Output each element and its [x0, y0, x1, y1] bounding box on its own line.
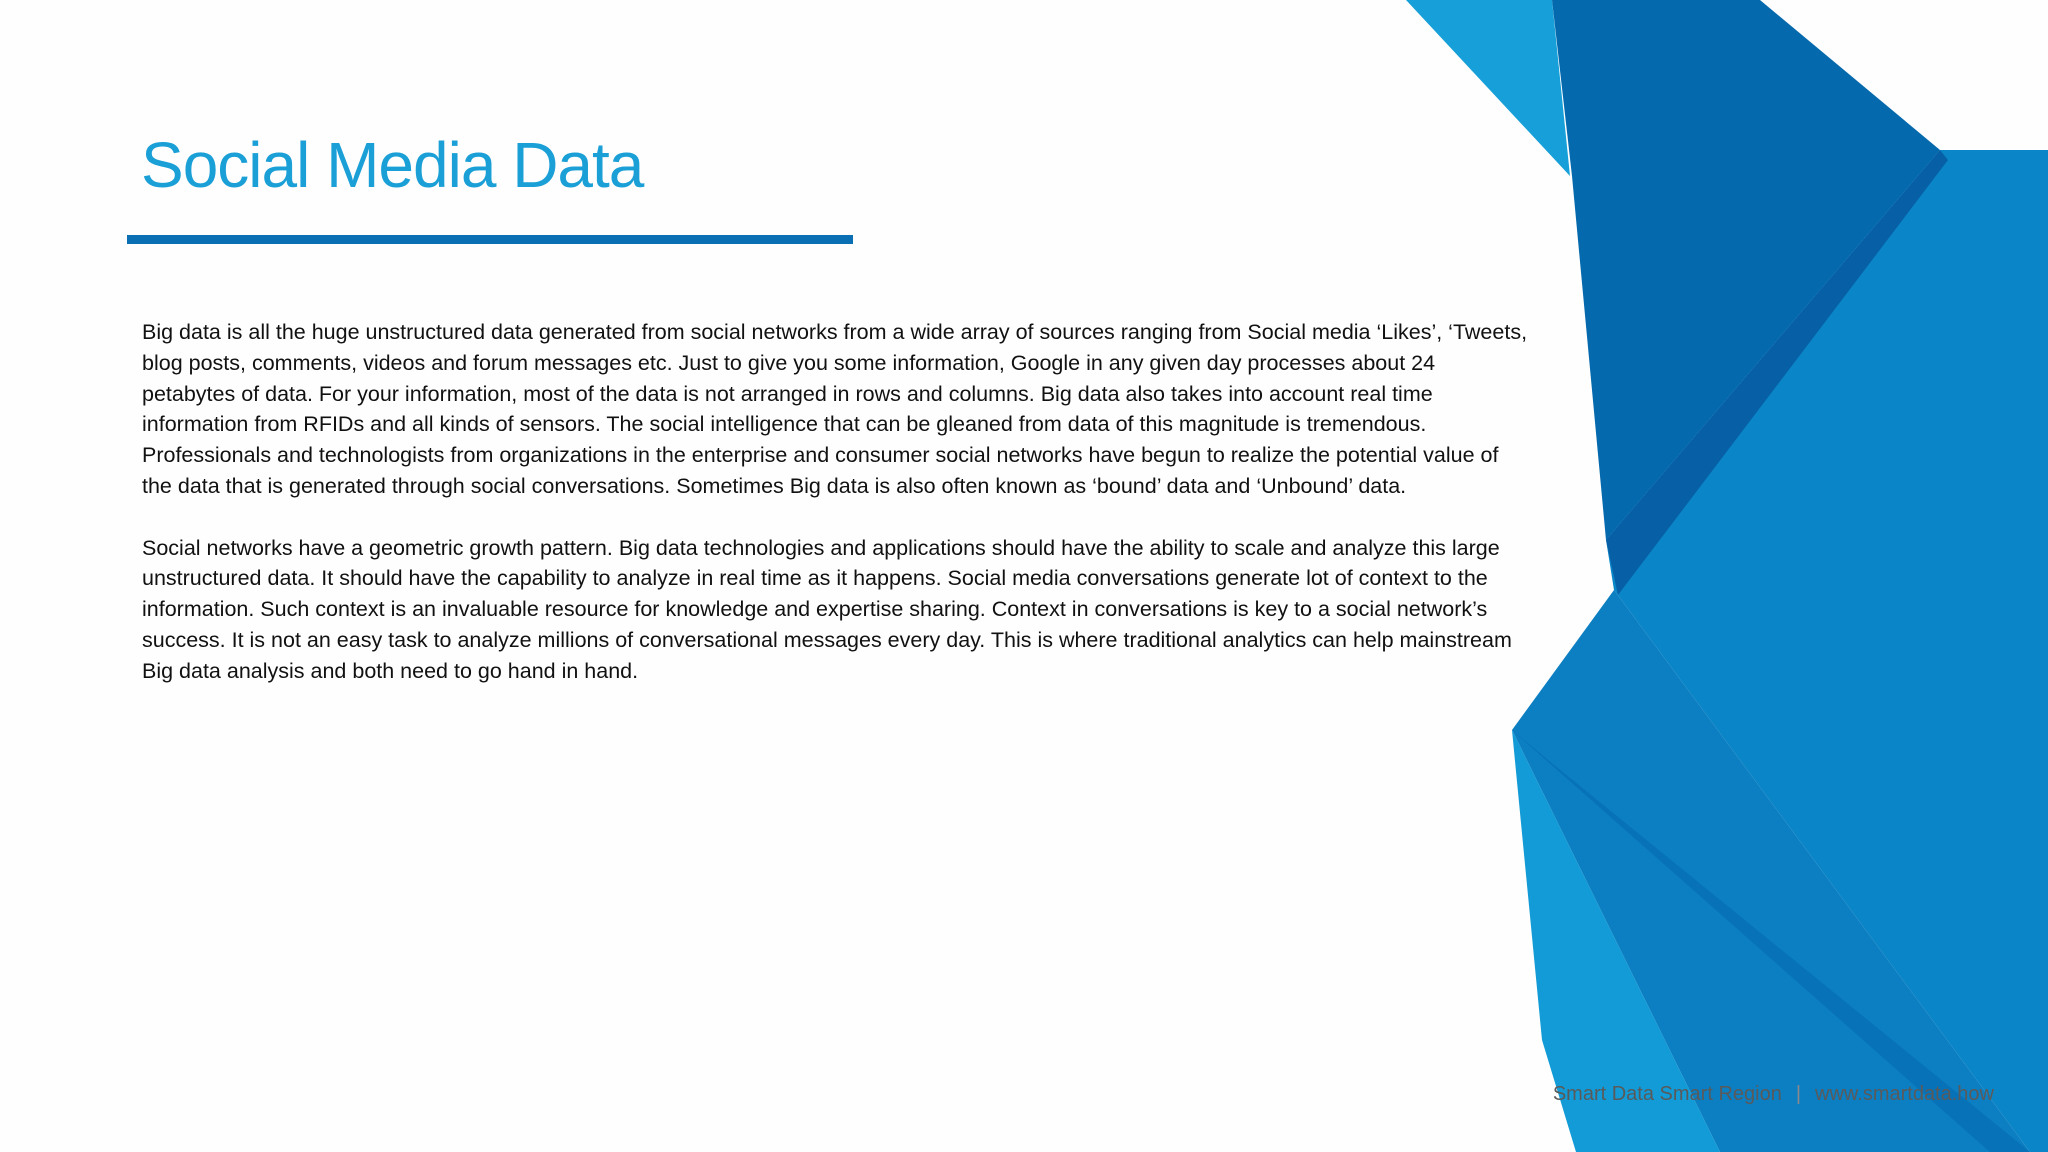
body-paragraph-2: Social networks have a geometric growth pattern. Big data technologies and applications should have the ability to scale and analyze this large unstructured data. It should have the capability to analyze in real time as it happens. Social media conversations generate lot of context to the information. Such context is an invaluable resource for knowledge and expertise sharing. Context in conversations is key to a social network’s success. It is not an easy task to analyze millions of conversational messages every day. This is where traditional analytics can help mainstream Big data analysis and both need to go hand in hand. — [142, 535, 1512, 683]
title-underline — [127, 235, 853, 244]
footer — [1553, 1083, 1994, 1106]
slide-body — [142, 317, 1532, 717]
shape-top-light — [1406, 0, 1570, 176]
footer-url-link[interactable]: www.smartdata.how — [1815, 1083, 1994, 1105]
body-paragraph-1: Big data is all the huge unstructured data generated from social networks from a wide array of sources ranging from Social media ‘Likes’, ‘Tweets, blog posts, comments, videos and forum messages etc. Just to give you some information, Google in any given day processes about 24 petabytes of data. For your information, most of the data is not arranged in rows and columns. Big data also takes into account real time information from RFIDs and all kinds of sensors. The social intelligence that can be gleaned from data of this magnitude is tremendous. Professionals and technologists from organizations in the enterprise and consumer social networks have begun to realize the potential value of the data that is generated through social conversations. Sometimes Big data is also often known as ‘bound’ data and ‘Unbound’ data. — [142, 320, 1528, 498]
footer-separator: | — [1795, 1083, 1802, 1105]
slide-title: Social Media Data — [141, 129, 644, 201]
footer-brand: Smart Data Smart Region — [1552, 1083, 1782, 1105]
